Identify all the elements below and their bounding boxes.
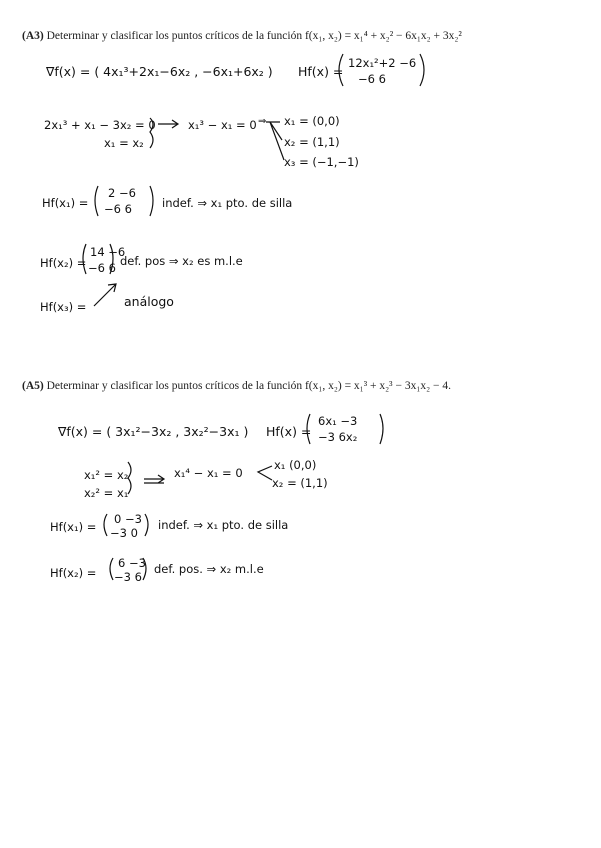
a3-hessian-row-1: 12x₁²+2 −6 bbox=[348, 56, 417, 70]
a3-h2-row-2: −6 6 bbox=[88, 261, 116, 275]
a3-reduced-equation: x₁³ − x₁ = 0 bbox=[188, 118, 257, 132]
a3-solution-3: x₃ = (−1,−1) bbox=[284, 155, 359, 169]
a5-system-line-1: x₁² = x₂ bbox=[84, 468, 129, 482]
a5-header-tag: (A5) bbox=[22, 380, 44, 392]
a3-h1-row-1: 2 −6 bbox=[108, 186, 136, 200]
a3-h2-result: def. pos ⇒ x₂ es m.l.e bbox=[120, 254, 243, 268]
a5-solution-2: x₂ = (1,1) bbox=[272, 476, 328, 490]
a3-hessian-close-paren bbox=[420, 54, 424, 86]
a5-h1-result: indef. ⇒ x₁ pto. de silla bbox=[158, 518, 289, 532]
a5-h1-label: Hf(x₁) = bbox=[50, 520, 97, 534]
a5-h1-row-2: −3 0 bbox=[110, 526, 138, 540]
a5-h2-label: Hf(x₂) = bbox=[50, 566, 97, 580]
a3-header-text: Determinar y clasificar los puntos críticos de la función f(x₁, x₂) = x₁⁴ + x₂² − 6x₁x₂ + 3x₂² bbox=[46, 30, 462, 42]
a3-arrow-1 bbox=[158, 120, 178, 128]
a5-header bbox=[22, 380, 451, 392]
a3-arrow-implies: ⇒ bbox=[258, 116, 267, 127]
a3-h3-label: Hf(x₃) = bbox=[40, 300, 87, 314]
a3-system-line-2: x₁ = x₂ bbox=[104, 136, 144, 150]
a5-hessian-row-2: −3 6x₂ bbox=[318, 430, 358, 444]
a5-hessian-label: Hf(x) = bbox=[266, 424, 312, 439]
a3-hessian-row-2: −6 6 bbox=[358, 72, 386, 86]
a5-solution-branch bbox=[258, 466, 272, 480]
a5-header-text: Determinar y clasificar los puntos críticos de la función f(x₁, x₂) = x₁³ + x₂³ − 3x₁x₂ − 4. bbox=[46, 380, 451, 392]
a5-system-line-2: x₂² = x₁ bbox=[84, 486, 129, 500]
a5-reduced-equation: x₁⁴ − x₁ = 0 bbox=[174, 466, 243, 480]
a3-h2-row-1: 14 −6 bbox=[90, 245, 126, 259]
a5-arrow-1 bbox=[144, 475, 164, 483]
a3-h2-label: Hf(x₂) = bbox=[40, 256, 87, 270]
a3-header-tag: (A3) bbox=[22, 30, 44, 42]
a3-h1-row-2: −6 6 bbox=[104, 202, 132, 216]
a5-h2-result: def. pos. ⇒ x₂ m.l.e bbox=[154, 562, 264, 576]
a3-solution-1: x₁ = (0,0) bbox=[284, 114, 340, 128]
a5-h1-open-paren bbox=[104, 514, 107, 536]
a3-h1-label: Hf(x₁) = bbox=[42, 196, 89, 210]
a5-gradient: ∇f(x) = ( 3x₁²−3x₂ , 3x₂²−3x₁ ) bbox=[58, 424, 249, 439]
a5-h2-row-2: −3 6 bbox=[114, 570, 142, 584]
a5-hessian-close-paren bbox=[380, 414, 383, 444]
a5-h1-row-1: 0 −3 bbox=[114, 512, 142, 526]
a5-system-brace bbox=[128, 462, 131, 494]
a5-hessian-row-1: 6x₁ −3 bbox=[318, 414, 358, 428]
a5-h2-row-1: 6 −3 bbox=[118, 556, 146, 570]
a3-hessian-label: Hf(x) = bbox=[298, 64, 344, 79]
a3-h1-open-paren bbox=[95, 186, 98, 216]
a5-solution-1: x₁ (0,0) bbox=[274, 458, 317, 472]
a3-gradient: ∇f(x) = ( 4x₁³+2x₁−6x₂ , −6x₁+6x₂ ) bbox=[46, 64, 273, 79]
a3-solution-2: x₂ = (1,1) bbox=[284, 135, 340, 149]
a3-system-line-1: 2x₁³ + x₁ − 3x₂ = 0 bbox=[44, 118, 156, 132]
a3-analog-arrow bbox=[94, 284, 116, 306]
a3-h1-result: indef. ⇒ x₁ pto. de silla bbox=[162, 196, 293, 210]
a5-h1-close-paren bbox=[145, 514, 148, 536]
a3-header bbox=[22, 30, 462, 42]
a5-h2-open-paren bbox=[110, 558, 113, 580]
a3-solution-branches bbox=[266, 122, 284, 160]
a3-h1-close-paren bbox=[150, 186, 153, 216]
a3-h3-result: análogo bbox=[124, 294, 174, 309]
